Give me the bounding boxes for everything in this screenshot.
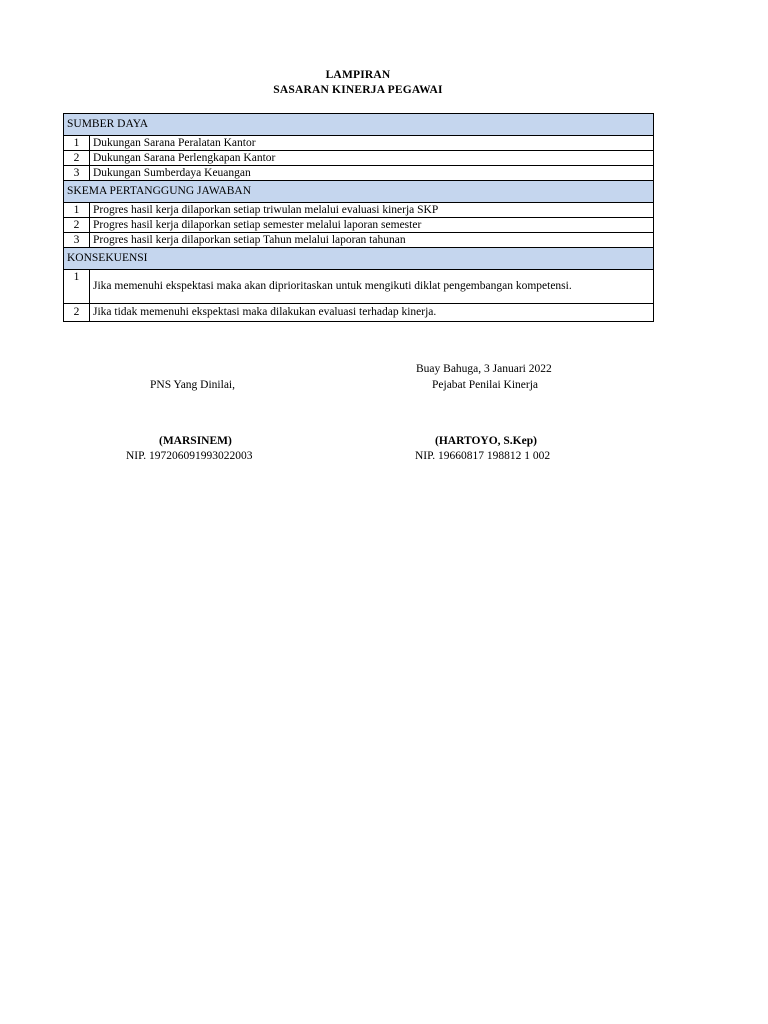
row-number: 1 — [64, 270, 90, 304]
table-row — [64, 233, 654, 248]
place-date: Buay Bahuga, 3 Januari 2022 — [416, 363, 552, 375]
row-number: 2 — [64, 151, 90, 166]
row-text: Jika tidak memenuhi ekspektasi maka dilakukan evaluasi terhadap kinerja. — [90, 304, 654, 322]
section-title: KONSEKUENSI — [64, 248, 654, 270]
row-text: Jika memenuhi ekspektasi maka akan diprioritaskan untuk mengikuti diklat pengembangan kompetensi. — [90, 270, 654, 304]
table-row — [64, 151, 654, 166]
row-text: Dukungan Sumberdaya Keuangan — [90, 166, 654, 181]
table-row — [64, 136, 654, 151]
section-header-konsekuensi — [64, 248, 654, 270]
row-text: Progres hasil kerja dilaporkan setiap Tahun melalui laporan tahunan — [90, 233, 654, 248]
table-row — [64, 270, 654, 304]
right-signer-role: Pejabat Penilai Kinerja — [432, 379, 539, 391]
left-signer-name: (MARSINEM) — [159, 435, 232, 447]
section-header-skema-pertanggung-jawaban — [64, 181, 654, 203]
row-text: Progres hasil kerja dilaporkan setiap triwulan melalui evaluasi kinerja SKP — [90, 203, 654, 218]
row-text: Dukungan Sarana Perlengkapan Kantor — [90, 151, 654, 166]
row-number: 1 — [64, 203, 90, 218]
right-signer-nip: NIP. 19660817 198812 1 002 — [415, 450, 551, 462]
table-row — [64, 203, 654, 218]
section-title: SUMBER DAYA — [64, 114, 654, 136]
row-number: 2 — [64, 218, 90, 233]
right-signer-name: (HARTOYO, S.Kep) — [435, 435, 537, 447]
row-number: 1 — [64, 136, 90, 151]
row-text: Progres hasil kerja dilaporkan setiap semester melalui laporan semester — [90, 218, 654, 233]
table-row — [64, 218, 654, 233]
target-table — [63, 113, 654, 322]
row-number: 2 — [64, 304, 90, 322]
row-number: 3 — [64, 233, 90, 248]
section-title: SKEMA PERTANGGUNG JAWABAN — [64, 181, 654, 203]
section-header-sumber-daya — [64, 114, 654, 136]
row-number: 3 — [64, 166, 90, 181]
left-signer-nip: NIP. 197206091993022003 — [126, 450, 253, 462]
document-title: LAMPIRAN — [325, 69, 391, 81]
table-row — [64, 304, 654, 322]
left-signer-role: PNS Yang Dinilai, — [150, 379, 235, 391]
document-subtitle: SASARAN KINERJA PEGAWAI — [273, 84, 443, 96]
table-row — [64, 166, 654, 181]
row-text: Dukungan Sarana Peralatan Kantor — [90, 136, 654, 151]
